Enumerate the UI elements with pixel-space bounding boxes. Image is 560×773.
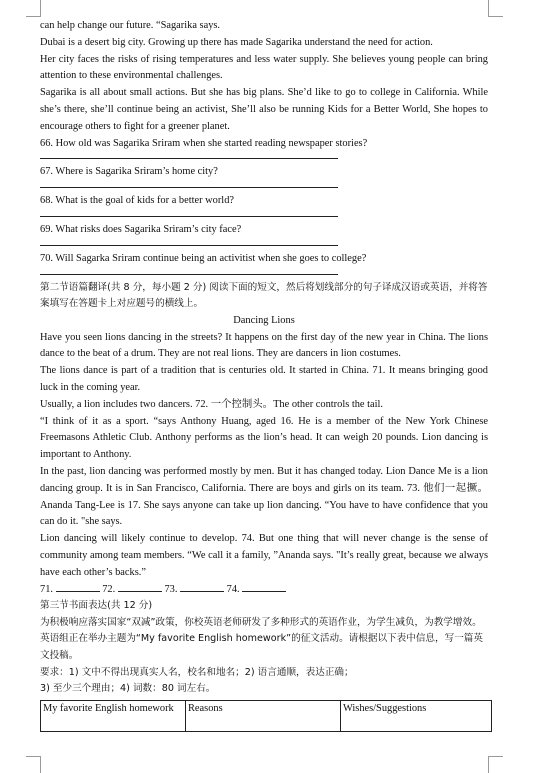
passage-line: Dubai is a desert big city. Growing up there has made Sagarika understand the need for action.	[40, 36, 433, 48]
crop-mark-top-left	[26, 0, 41, 17]
table-cell-wishes: Wishes/Suggestions	[341, 700, 492, 731]
translation-answer-row	[40, 582, 488, 599]
answer-line-70[interactable]	[40, 268, 338, 275]
section-3-requirements-1: 要求：1) 文中不得出现真实人名，校名和地名；2) 语言通顺，表达正确；	[40, 666, 354, 678]
passage-end	[40, 18, 488, 136]
document-page	[40, 18, 488, 732]
answer-blank-72[interactable]	[118, 582, 162, 592]
lion-paragraph-2: The lions dance is part of a tradition that is centuries old. It started in China. 71. It means bringing good luck in the coming year.	[40, 365, 488, 393]
table-cell-reasons: Reasons	[186, 700, 341, 731]
answer-blank-71[interactable]	[56, 582, 100, 592]
answer-line-68[interactable]	[40, 210, 338, 217]
passage-line: can help change our future. “Sagarika says.	[40, 20, 221, 31]
crop-mark-bottom-left	[26, 756, 41, 773]
answer-label-74: 74.	[226, 583, 240, 595]
section-2-instructions: 第二节语篇翻译(共 8 分，每小题 2 分) 阅读下面的短文，然后将划线部分的句子译成汉语或英语，并将答案填写在答题卡上对应题号的横线上。	[40, 281, 488, 310]
answer-line-66[interactable]	[40, 152, 338, 159]
answer-line-69[interactable]	[40, 239, 338, 246]
answer-label-72: 72.	[102, 583, 116, 595]
question-67: 67. Where is Sagarika Sriram’s home city?	[40, 166, 218, 178]
lion-paragraph-3: Usually, a lion includes two dancers. 72. 一个控制头。The other controls the tail.	[40, 398, 384, 410]
lion-paragraph-5: In the past, lion dancing was performed mostly by men. But it has changed today. Lion Dance Me is a lion dancing group. It is in San Francisco, California. There are boys and girls on its team. 73. 他们一起撅。Ananda Tang-Lee is 17. She says anyone can take up lion dancing. “You have to have confidence that you can do it. "she says.	[40, 465, 488, 528]
section-3-requirements-2: 3) 至少三个理由；4) 词数：80 词左右。	[40, 683, 216, 695]
answer-blank-73[interactable]	[180, 582, 224, 592]
writing-outline-table	[40, 700, 492, 732]
question-68: 68. What is the goal of kids for a better world?	[40, 195, 235, 207]
lion-paragraph-1: Have you seen lions dancing in the streets? It happens on the first day of the new year in China. The lions dance to the beat of a drum. They are not real lions. They are dancers in lion costumes.	[40, 331, 488, 360]
lion-paragraph-4: “I think of it as a sport. “says Anthony Huang, aged 16. He is a member of the New York Chinese Freemasons Athletic Club. Anthony performs as the lion’s head. It can weigh 20 pounds. Lion dancing is important to Anthony.	[40, 415, 488, 461]
section-2	[40, 280, 488, 599]
question-list	[40, 136, 488, 275]
lion-paragraph-6: Lion dancing will likely continue to develop. 74. But one thing that will never change is the sense of community among team members. “We call it a family, ”Ananda says. "It’s really great, because we always have each other’s backs.”	[40, 533, 488, 578]
section-3-body: 为积极响应落实国家“双减”政策，你校英语老师研发了多种形式的英语作业，为学生减负，为教学增效。英语组正在举办主题为“My favorite English homework”的征文活动。请根据以下表中信息，写一篇英文投稿。	[40, 616, 483, 662]
crop-mark-bottom-right	[488, 756, 503, 773]
passage-line: Sagarika is all about small actions. But she has big plans. She’d like to go to college in California. While she’s there, she’ll continue being an activist, She’ll also be running Kids for a Better World, She hopes to encourage others to fight for a greener planet.	[40, 87, 488, 132]
crop-mark-top-right	[488, 0, 503, 17]
question-69: 69. What risks does Sagarika Sriram’s city face?	[40, 223, 242, 235]
answer-blank-74[interactable]	[242, 582, 286, 592]
passage-line: Her city faces the risks of rising temperatures and less water supply. She believes young people can bring attention to these environmental challenges.	[40, 53, 488, 82]
section-3	[40, 598, 488, 732]
question-66: 66. How old was Sagarika Sriram when she started reading newspaper stories?	[40, 137, 368, 149]
question-70: 70. Will Sagarka Sriram continue being an activitist when she goes to college?	[40, 252, 367, 264]
table-row	[41, 700, 492, 731]
answer-line-67[interactable]	[40, 181, 338, 188]
section-3-header: 第三节书面表达(共 12 分)	[40, 600, 153, 612]
answer-label-73: 73.	[164, 583, 178, 595]
table-cell-homework: My favorite English homework	[41, 700, 186, 731]
answer-label-71: 71.	[40, 583, 53, 595]
passage-title: Dancing Lions	[233, 314, 295, 326]
